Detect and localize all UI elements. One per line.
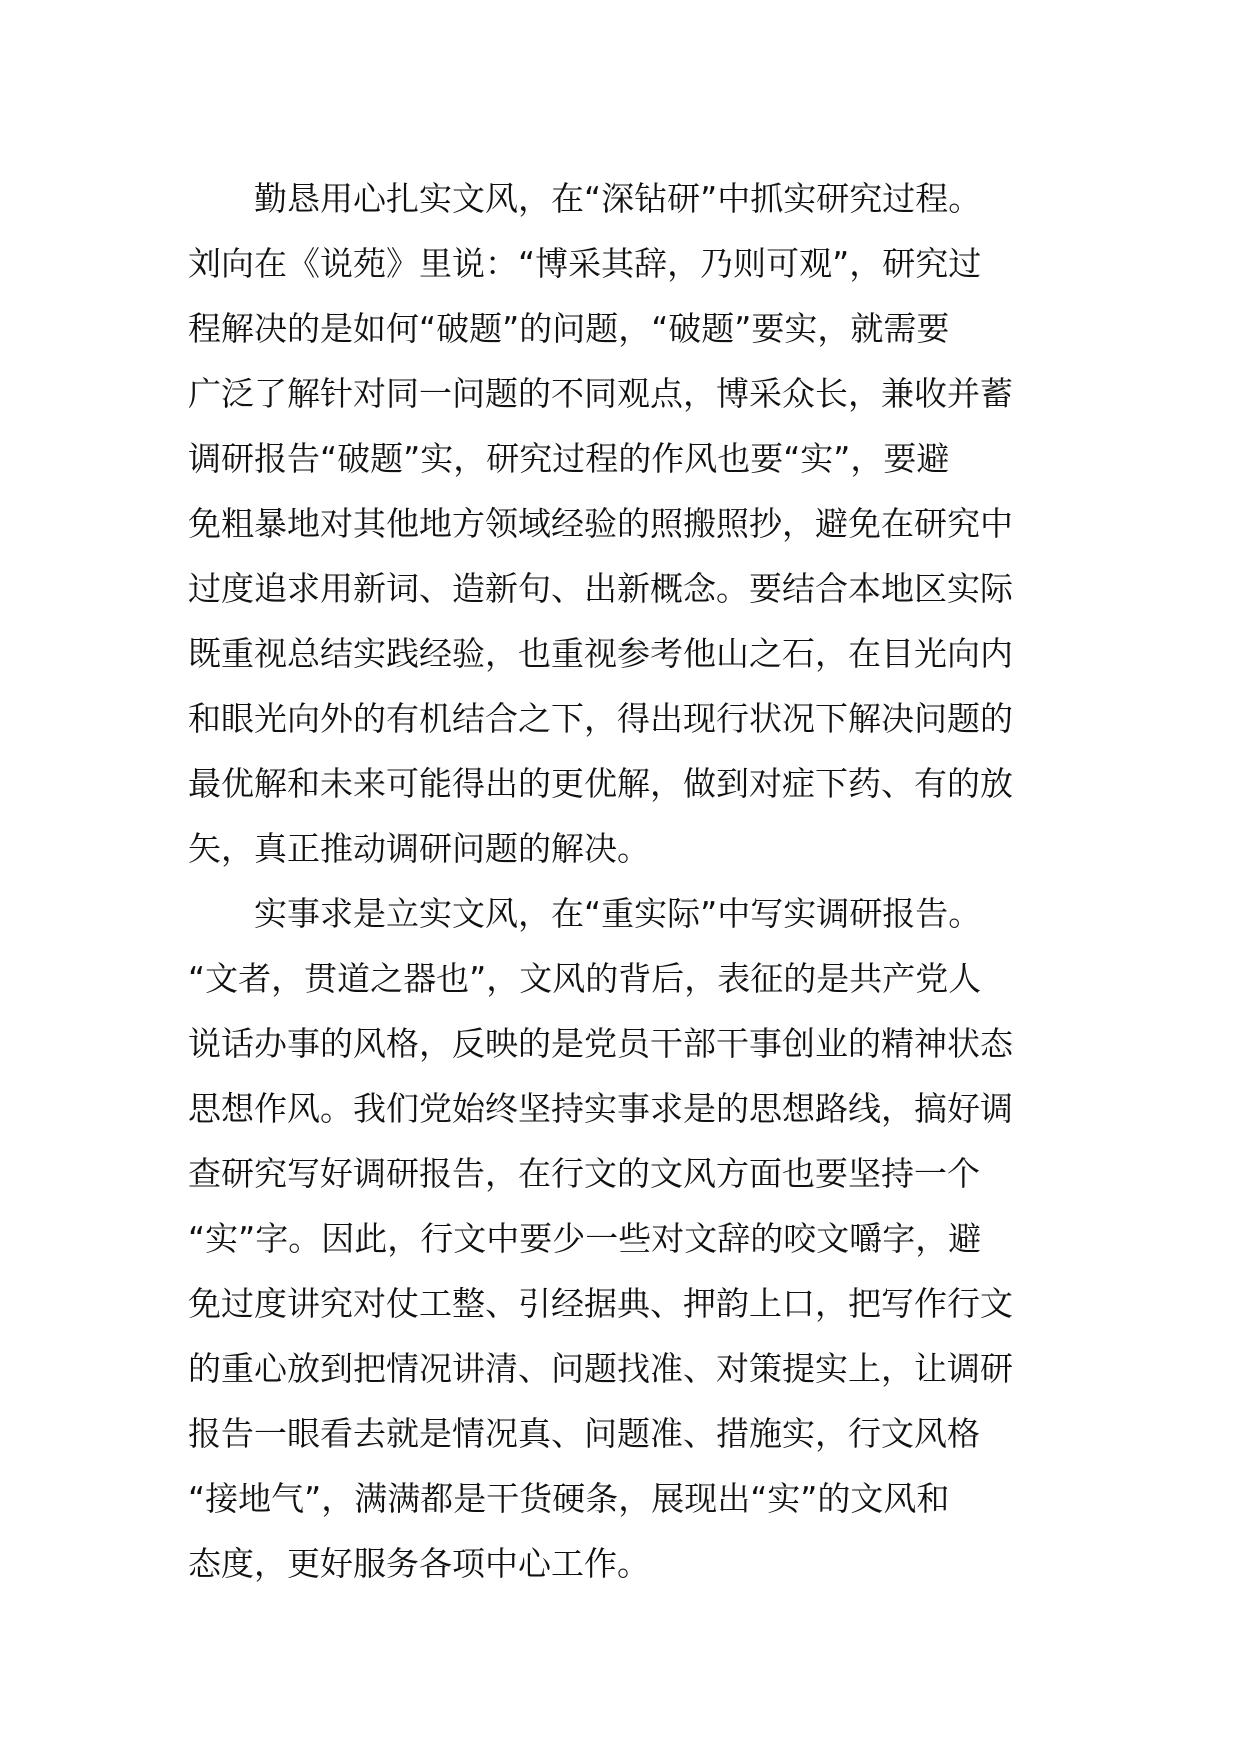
- text-line: 过度追求用新词、造新句、出新概念。要结合本地区实际: [188, 569, 1013, 608]
- text-line: 最优解和未来可能得出的更优解，做到对症下药、有的放: [188, 764, 1013, 803]
- text-line: 勤恳用心扎实文风，在“深钻研”中抓实研究过程。: [254, 179, 982, 218]
- text-line: “实”字。因此，行文中要少一些对文辞的咬文嚼字，避: [188, 1219, 982, 1258]
- text-line: 实事求是立实文风，在“重实际”中写实调研报告。: [254, 894, 982, 933]
- text-line: 程解决的是如何“破题”的问题，“破题”要实，就需要: [188, 309, 950, 348]
- text-line: 免过度讲究对仗工整、引经据典、押韵上口，把写作行文: [188, 1284, 1013, 1323]
- text-line: 广泛了解针对同一问题的不同观点，博采众长，兼收并蓄: [188, 374, 1013, 413]
- text-line: 思想作风。我们党始终坚持实事求是的思想路线，搞好调: [188, 1089, 1013, 1128]
- text-line: 调研报告“破题”实，研究过程的作风也要“实”，要避: [188, 439, 950, 478]
- text-line: 矢，真正推动调研问题的解决。: [188, 829, 650, 868]
- text-line: “接地气”，满满都是干货硬条，展现出“实”的文风和: [188, 1479, 950, 1518]
- text-line: 免粗暴地对其他地方领域经验的照搬照抄，避免在研究中: [188, 504, 1013, 543]
- text-line: “文者，贯道之器也”，文风的背后，表征的是共产党人: [188, 959, 982, 998]
- text-line: 说话办事的风格，反映的是党员干部干事创业的精神状态: [188, 1024, 1013, 1063]
- text-line: 报告一眼看去就是情况真、问题准、措施实，行文风格: [188, 1414, 980, 1453]
- text-line: 查研究写好调研报告，在行文的文风方面也要坚持一个: [188, 1154, 980, 1193]
- document-body: [188, 166, 1058, 1596]
- text-line: 和眼光向外的有机结合之下，得出现行状况下解决问题的: [188, 699, 1013, 738]
- text-line: 既重视总结实践经验，也重视参考他山之石，在目光向内: [188, 634, 1013, 673]
- text-line: 态度，更好服务各项中心工作。: [188, 1544, 650, 1583]
- text-line: 刘向在《说苑》里说：“博采其辞，乃则可观”，研究过: [188, 244, 982, 283]
- paragraph-1: [188, 166, 1058, 881]
- text-line: 的重心放到把情况讲清、问题找准、对策提实上，让调研: [188, 1349, 1013, 1388]
- paragraph-2: [188, 881, 1058, 1596]
